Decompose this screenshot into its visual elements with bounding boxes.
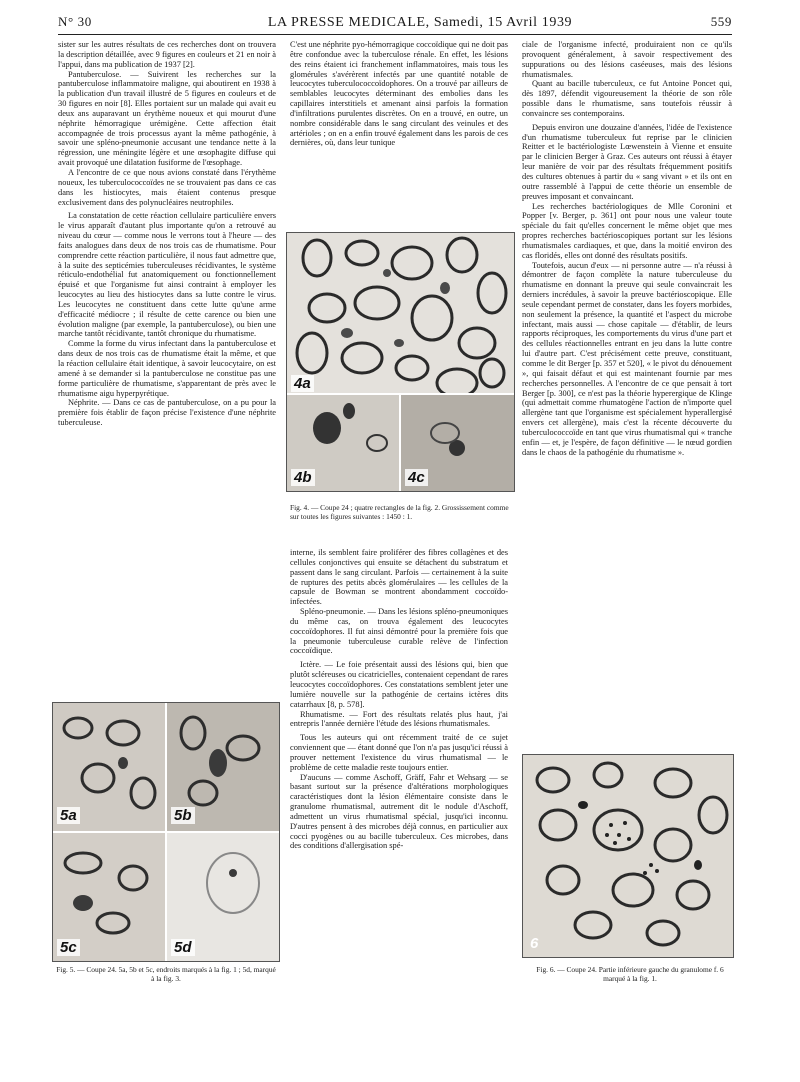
figure-label: 5a — [57, 807, 80, 824]
text-column-3 — [522, 40, 732, 745]
journal-title: LA PRESSE MEDICALE, Samedi, 15 Avril 1939 — [267, 15, 573, 30]
figure-label: 4a — [291, 375, 314, 392]
paragraph: Les recherches bactériologiques de Mlle Coronini et Popper [v. Berger, p. 361] ont pour nous une valeur toute spéciale du fait qu'elles concernent le même objet que mes propres recherches bactérioscopiques portant sur les lésions rhumatismales cardiaques, et que, dans la moitié environ des cas floridés, elles ont donné des résultats positifs. — [522, 201, 732, 260]
figure-label: 5b — [171, 807, 195, 824]
figure-label: 4b — [291, 469, 315, 486]
paragraph: sister sur les autres résultats de ces recherches dont on trouvera la description détaillée, avec 9 figures en couleurs et 21 en noir à l'appui, dans ma publication de 1937 [2]. — [58, 40, 276, 69]
figure-6-micrograph — [522, 754, 734, 958]
page-number: 559 — [710, 14, 732, 29]
paragraph: interne, ils semblent faire proliférer des fibres collagènes et des cellules conjonctives qui ensuite se détachent du substratum et passent dans le sang circulant. Parfois — certainement à la suite de ruptures des petits abcès glomérulaires — les cellules de la capsule de Bowman se montrent abondamment coccoïdo-infectées. — [290, 548, 508, 607]
paragraph: Toutefois, aucun d'eux — ni personne autre — n'a réussi à démontrer de façon complète la nature tuberculeuse du rhumatisme en donnant la preuve qui seule convaincrait les derniers incrédules, à savoir la preuve bactérioscopique. Elle seule cependant permet de constater, dans les foyers morbides, non seulement la présence, la quantité et l'aspect du microbe infectant, mais aussi — chose capitale — d'établir, de leurs rapports réciproques, les comportements du virus d'une part et des cellules réactionnelles entrant en jeu dans la lutte contre lui d'autre part. C'est précisément cette preuve, constituant, comme le dit Berger [p. 357 et 520], « le pivot du dénouement », qui faisait défaut et qui est maintenant fournie par mes recherches personnelles. A l'encontre de ce que pensait à tort Berger [p. 300], ce n'est pas la théorie hyperergique de Klinge (qui admettait comme rhumatogène l'action de n'importe quel allergène tant que l'organisme est spécialement hyperallergisé envers cet allergène), mais c'est la récente découverte du tuberculococcoïde en tant que virus rhumatismal qui « tranche enfin — et, je l'espère, de façon définitive — le nœud gordien dans le chaos de la pathogénie du rhumatisme ». — [522, 260, 732, 457]
paragraph: La constatation de cette réaction cellulaire particulière envers le virus apparaît d'autant plus importante qu'on a retrouvé au niveau du cœur — comme nous le verrons tout à l'heure — des faits analogues dans deux de nos trois cas de rhumatisme. Pour comprendre cette réaction particulière, il nous faut admettre que, à la suite des septicémies tuberculeuses récidivantes, le système réticulo-endothélial fut anatomiquement ou fonctionnellement épuisé et que l'organisme fut ainsi contraint à employer les leucocytes au lieu des histiocytes dans sa lutte contre le virus. Les leucocytes ne constituent dans cette lutte qu'une arme d'efficacité médiocre ; il résulte de cette carence ou bien une évolution maligne (par exemple, la pantuberculose), ou bien une marche tantôt récidivante, tantôt chronique du rhumatisme. — [58, 211, 276, 339]
paragraph: ciale de l'organisme infecté, produiraient non ce qu'ils provoquent généralement, à savoir respectivement des suppurations ou des lésions caséeuses, mais des lésions rhumatismales. — [522, 40, 732, 79]
paragraph: Néphrite. — Dans ce cas de pantuberculose, on a pu pour la première fois établir de façon précise l'existence d'une néphrite tuberculeuse. — [58, 398, 276, 428]
figure-label: 5d — [171, 939, 195, 956]
paragraph: Comme la forme du virus infectant dans la pantuberculose et dans deux de nos trois cas de rhumatisme était la même, et que la réaction cellulaire était identique, à savoir leucocytaire, on est amené à se demander si la pantuberculose ne constitue pas une forme particulière de rhumatisme, s'apparentant de près avec le rhumatisme aigu hyperpyrétique. — [58, 339, 276, 398]
text-column-2-top — [290, 40, 508, 226]
figure-label: 4c — [405, 469, 428, 486]
figure-5-micrograph — [52, 702, 280, 962]
text-column-1 — [58, 40, 276, 690]
text-column-2-bottom — [290, 548, 508, 1063]
issue-number: N° 30 — [58, 14, 92, 29]
figure-5-image — [53, 703, 279, 961]
paragraph: Ictère. — Le foie présentait aussi des lésions qui, bien que plutôt scléreuses ou cicatricielles, contenaient cependant de rares leucocytes coccoïdophores. Ces constatations semblent jeter une lumière nouvelle sur la pathogénie de certains ictères dits catarrhaux [8, p. 578]. — [290, 660, 508, 709]
paragraph: A l'encontre de ce que nous avions constaté dans l'érythème noueux, les tuberculococcoïdes ne se trouvaient pas dans ce cas dans les histiocytes, mais étaient contenus presque exclusivement dans des polynucléaires neutrophiles. — [58, 167, 276, 207]
figure-label: 6 — [530, 935, 539, 952]
figure-6-image — [523, 755, 733, 957]
header-rule — [58, 34, 732, 35]
figure-label: 5c — [57, 939, 80, 956]
paragraph: Quant au bacille tuberculeux, ce fut Antoine Poncet qui, dès 1897, défendit vigoureusement la théorie de son rôle possible dans le rhumatisme, sans toutefois réussir à convaincre ses contemporains. — [522, 79, 732, 118]
paragraph: C'est une néphrite pyo-hémorragique coccoïdique qui ne doit pas être confondue avec la tuberculose rénale. En effet, les lésions des reins étaient ici franchement inflammatoires, mais tous les glomérules s'avérèrent infectés par une quantité notable de leucocytes tuberculococcoïdophores. On a trouvé par ailleurs de semblables leucocytes déterminant des embolies dans les capillaires interstitiels et amenant ainsi parfois la formation d'infiltrations purulentes discrètes. On en a trouvé, en outre, un nombre considérable dans le sang circulant des veinules et des artérioles ; on en a enfin trouvé également dans les parois de ces dernières, où, dans leur tunique — [290, 40, 508, 148]
figure-6-caption: Fig. 6. — Coupe 24. Partie inférieure gauche du granulome f. 6 marqué à la fig. 1. — [536, 965, 724, 983]
figure-4-caption: Fig. 4. — Coupe 24 ; quatre rectangles de la fig. 2. Grossissement comme sur toutes les figures suivantes : 1450 : 1. — [290, 503, 509, 521]
paragraph: Tous les auteurs qui ont récemment traité de ce sujet conviennent que — étant donné que l'on n'a pas jusqu'ici réussi à prouver nettement l'existence du virus rhumatismal — le problème de cette maladie reste toujours entier. — [290, 733, 508, 772]
figure-4-image — [287, 233, 514, 491]
figure-5-caption: Fig. 5. — Coupe 24. 5a, 5b et 5c, endroits marqués à la fig. 1 ; 5d, marqué à la fig. 3. — [56, 965, 276, 983]
paragraph: Depuis environ une douzaine d'années, l'idée de l'existence d'un rhumatisme tuberculeux fut reprise par le clinicien Reitter et le bactériologiste Lœwenstein à Vienne et ensuite par le clinicien Berger à Graz. Ces auteurs ont réussi à étayer leur manière de voir par des résultats fréquemment positifs des cultures obtenues à partir du « sang vivant » et ils ont en outre rassemblé à l'appui de cette théorie un ensemble de preuves imposant et convaincant. — [522, 122, 732, 201]
paragraph: Pantuberculose. — Suivirent les recherches sur la pantuberculose inflammatoire maligne, qui aboutirent en 1938 à la publication d'un travail illustré de 5 figures en couleurs et de 30 figures en noir [8]. Elles portaient sur un malade qui avait eu deux ans auparavant un érythème noueux et qui mourut d'une néphrite hémorragique urémigène. Cette affection était accompagnée de trois processus ayant la même pathogénie, à savoir une spléno-pneumonie accusant une tendance nette à la régression, une méningite légère et une œsophagite diffuse qui avait provoqué une dilatation fusiforme de l'œsophage. — [58, 69, 276, 168]
paragraph: D'aucuns — comme Aschoff, Gräff, Fahr et Wehsarg — se basant surtout sur la présence d'altérations morphologiques caractéristiques dont la lésion élémentaire consiste dans le granulome rhumatismal, autrement dit le nodule d'Aschoff, admettent un virus rhumatismal spécial, jusqu'ici inconnu. D'autres pensent à des microbes déjà connus, en particulier aux cocci pyogènes ou au bacille tuberculeux. Ces microbes, dans des conditions d'allergisation spé- — [290, 772, 508, 851]
paragraph: Spléno-pneumonie. — Dans les lésions spléno-pneumoniques du même cas, on trouva également des leucocytes coccoïdophores. Il fut ainsi démontré pour la première fois que la pneumonie tuberculeuse curable relève de l'infection coccoïdique. — [290, 607, 508, 656]
figure-4-micrograph — [286, 232, 515, 492]
paragraph: Rhumatisme. — Fort des résultats relatés plus haut, j'ai entrepris l'année dernière l'étude des lésions rhumatismales. — [290, 709, 508, 729]
